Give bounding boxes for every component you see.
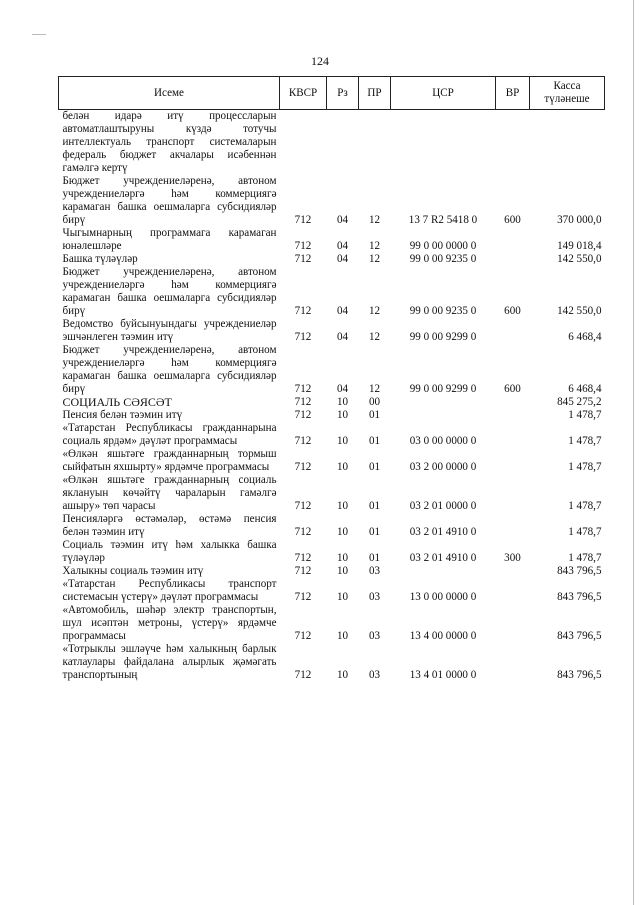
header-sum-line2: түләнеше bbox=[544, 93, 590, 105]
row-pr: 01 bbox=[368, 526, 381, 538]
row-sum: 843 796,5 bbox=[557, 669, 602, 681]
row-csr bbox=[391, 110, 496, 176]
row-kvsr: 712 bbox=[294, 500, 312, 512]
row-csr: 99 0 00 0000 0 bbox=[409, 240, 477, 252]
header-rz: Рз bbox=[327, 77, 359, 110]
row-kvsr: 712 bbox=[294, 565, 312, 577]
row-sum: 142 550,0 bbox=[557, 253, 602, 265]
row-sum: 1 478,7 bbox=[568, 435, 602, 447]
row-vr: 600 bbox=[504, 383, 521, 395]
row-vr bbox=[496, 227, 530, 253]
row-sum: 370 000,0 bbox=[557, 214, 602, 226]
row-name: Бюджет учреждениеләренә, автоном учреждениеләргә һәм коммерциягә карамаган башка оешмаларга субсидияләр бирү bbox=[62, 344, 277, 395]
row-name: Пенсия белән тәэмин итү bbox=[62, 409, 183, 421]
page-number: 124 bbox=[311, 54, 329, 68]
row-csr: 03 0 00 0000 0 bbox=[409, 435, 477, 447]
row-vr bbox=[496, 643, 530, 682]
row-csr: 03 2 01 4910 0 bbox=[409, 526, 477, 538]
table-row bbox=[59, 344, 605, 396]
row-rz: 04 bbox=[336, 253, 349, 265]
row-kvsr: 712 bbox=[294, 461, 312, 473]
row-kvsr: 712 bbox=[294, 591, 312, 603]
row-rz: 10 bbox=[336, 461, 349, 473]
row-rz: 10 bbox=[336, 552, 349, 564]
row-vr bbox=[496, 318, 530, 344]
row-csr bbox=[391, 396, 496, 409]
row-csr: 99 0 00 9235 0 bbox=[409, 253, 477, 265]
table-row bbox=[59, 474, 605, 513]
table-row bbox=[59, 604, 605, 643]
row-csr bbox=[391, 409, 496, 422]
row-rz: 10 bbox=[336, 591, 349, 603]
scan-edge bbox=[633, 0, 634, 905]
row-csr: 03 2 01 4910 0 bbox=[409, 552, 477, 564]
row-csr bbox=[391, 565, 496, 578]
row-rz: 10 bbox=[336, 500, 349, 512]
table-row bbox=[59, 318, 605, 344]
row-rz: 10 bbox=[336, 565, 349, 577]
row-sum: 1 478,7 bbox=[568, 409, 602, 421]
table-row bbox=[59, 513, 605, 539]
row-pr: 01 bbox=[368, 500, 381, 512]
row-csr: 99 0 00 9235 0 bbox=[409, 305, 477, 317]
row-kvsr: 712 bbox=[294, 331, 312, 343]
row-csr: 13 0 00 0000 0 bbox=[409, 591, 477, 603]
row-rz bbox=[327, 110, 359, 176]
row-vr bbox=[496, 409, 530, 422]
row-pr: 01 bbox=[368, 409, 381, 421]
row-name: Башка түләүләр bbox=[62, 253, 138, 265]
row-pr bbox=[359, 110, 391, 176]
row-name: Ведомство буйсынуындагы учреждениеләр эшчәнлеген тәэмин итү bbox=[62, 318, 277, 343]
row-kvsr: 712 bbox=[294, 383, 312, 395]
row-rz: 10 bbox=[336, 396, 349, 408]
row-csr: 03 2 00 0000 0 bbox=[409, 461, 477, 473]
row-pr: 00 bbox=[368, 396, 381, 408]
row-vr: 600 bbox=[504, 305, 521, 317]
row-name: Халыкны социаль тәэмин итү bbox=[62, 565, 204, 577]
row-pr: 03 bbox=[368, 591, 381, 603]
row-kvsr: 712 bbox=[294, 552, 312, 564]
row-kvsr: 712 bbox=[294, 305, 312, 317]
row-kvsr: 712 bbox=[294, 214, 312, 226]
table-row bbox=[59, 448, 605, 474]
table-row bbox=[59, 539, 605, 565]
row-rz: 10 bbox=[336, 526, 349, 538]
table-row bbox=[59, 227, 605, 253]
row-csr: 99 0 00 9299 0 bbox=[409, 383, 477, 395]
table-row bbox=[59, 578, 605, 604]
row-vr bbox=[496, 422, 530, 448]
row-csr: 13 4 00 0000 0 bbox=[409, 630, 477, 642]
row-pr: 03 bbox=[368, 630, 381, 642]
row-rz: 10 bbox=[336, 435, 349, 447]
row-sum: 843 796,5 bbox=[557, 591, 602, 603]
row-kvsr: 712 bbox=[294, 409, 312, 421]
row-rz: 04 bbox=[336, 383, 349, 395]
row-vr bbox=[496, 513, 530, 539]
table-row bbox=[59, 643, 605, 682]
row-vr bbox=[496, 578, 530, 604]
row-vr: 600 bbox=[504, 214, 521, 226]
header-vr: ВР bbox=[496, 77, 530, 110]
row-csr: 13 4 01 0000 0 bbox=[409, 669, 477, 681]
row-rz: 10 bbox=[336, 669, 349, 681]
row-pr: 12 bbox=[368, 214, 381, 226]
row-kvsr: 712 bbox=[294, 253, 312, 265]
row-name: «Тотрыклы эшләүче һәм халыкның барлык катлаулары файдалана алырлык җәмәгать транспортының bbox=[62, 643, 277, 681]
row-rz: 04 bbox=[336, 305, 349, 317]
row-rz: 10 bbox=[336, 630, 349, 642]
row-sum bbox=[530, 110, 605, 176]
table-row bbox=[59, 409, 605, 422]
row-vr bbox=[496, 474, 530, 513]
row-kvsr: 712 bbox=[294, 435, 312, 447]
table-row bbox=[59, 565, 605, 578]
row-pr: 03 bbox=[368, 669, 381, 681]
row-name: Чыгымнарның программага карамаган юнәлешләре bbox=[62, 227, 277, 252]
header-sum-line1: Касса bbox=[553, 80, 581, 92]
row-name: Социаль тәэмин итү һәм халыкка башка түләүләр bbox=[62, 539, 277, 564]
row-sum: 1 478,7 bbox=[568, 526, 602, 538]
row-kvsr: 712 bbox=[294, 396, 312, 408]
row-rz: 04 bbox=[336, 240, 349, 252]
row-vr bbox=[496, 604, 530, 643]
section-title: СОЦИАЛЬ СӘЯСӘТ bbox=[62, 395, 172, 409]
row-sum: 142 550,0 bbox=[557, 305, 602, 317]
table-header bbox=[59, 77, 605, 110]
row-vr bbox=[496, 448, 530, 474]
row-pr: 12 bbox=[368, 331, 381, 343]
table-row bbox=[59, 266, 605, 318]
row-csr: 03 2 01 0000 0 bbox=[409, 500, 477, 512]
header-kvsr: КВСР bbox=[280, 77, 327, 110]
row-kvsr: 712 bbox=[294, 240, 312, 252]
row-vr bbox=[496, 110, 530, 176]
row-pr: 01 bbox=[368, 461, 381, 473]
row-name: «Татарстан Республикасы гражданнарына социаль ярдәм» дәүләт программасы bbox=[62, 422, 277, 447]
row-name: «Өлкән яшьтәге гражданнарның социаль яклануын көчәйтү чараларын гамәлгә ашыру» төп чарасы bbox=[62, 474, 277, 512]
row-sum: 843 796,5 bbox=[557, 565, 602, 577]
table-row bbox=[59, 422, 605, 448]
table-row bbox=[59, 253, 605, 266]
row-sum: 1 478,7 bbox=[568, 500, 602, 512]
table-body bbox=[59, 110, 605, 683]
row-pr: 03 bbox=[368, 565, 381, 577]
row-rz: 04 bbox=[336, 331, 349, 343]
row-rz: 10 bbox=[336, 409, 349, 421]
row-sum: 1 478,7 bbox=[568, 552, 602, 564]
table-row bbox=[59, 175, 605, 227]
row-name: Бюджет учреждениеләренә, автоном учреждениеләргә һәм коммерциягә карамаган башка оешмаларга субсидияләр бирү bbox=[62, 266, 277, 317]
row-sum: 6 468,4 bbox=[568, 331, 602, 343]
row-name: белән идарә итү процессларын автоматлаштыруны күздә тотучы интеллектуаль транспорт системаларын федераль бюджет акчалары исәбеннән гамәлгә кертү bbox=[62, 110, 277, 174]
row-rz: 04 bbox=[336, 214, 349, 226]
header-sum bbox=[530, 77, 605, 110]
row-kvsr: 712 bbox=[294, 669, 312, 681]
table-row-section bbox=[59, 396, 605, 409]
row-sum: 845 275,2 bbox=[557, 396, 602, 408]
row-kvsr: 712 bbox=[294, 526, 312, 538]
row-kvsr bbox=[280, 110, 327, 176]
row-vr bbox=[496, 396, 530, 409]
row-name: Пенсияләргә өстәмәләр, өстәмә пенсия белән тәэмин итү bbox=[62, 513, 277, 538]
row-vr bbox=[496, 253, 530, 266]
row-name: «Өлкән яшьтәге гражданнарның тормыш сыйфатын яхшырту» ярдәмче программасы bbox=[62, 448, 277, 473]
row-sum: 1 478,7 bbox=[568, 461, 602, 473]
row-sum: 843 796,5 bbox=[557, 630, 602, 642]
row-name: «Автомобиль, шәһәр электр транспортын, шул исәптән метроны, үстерү» ярдәмче программасы bbox=[62, 604, 277, 642]
row-sum: 6 468,4 bbox=[568, 383, 602, 395]
row-pr: 01 bbox=[368, 552, 381, 564]
row-pr: 12 bbox=[368, 253, 381, 265]
row-name: «Татарстан Республикасы транспорт системасын үстерү» дәүләт программасы bbox=[62, 578, 277, 603]
budget-table bbox=[58, 76, 605, 682]
scan-mark bbox=[32, 34, 46, 35]
row-csr: 99 0 00 9299 0 bbox=[409, 331, 477, 343]
row-kvsr: 712 bbox=[294, 630, 312, 642]
row-pr: 12 bbox=[368, 240, 381, 252]
row-pr: 01 bbox=[368, 435, 381, 447]
row-csr: 13 7 R2 5418 0 bbox=[408, 214, 478, 226]
header-name: Исеме bbox=[59, 77, 280, 110]
row-pr: 12 bbox=[368, 305, 381, 317]
row-vr bbox=[496, 565, 530, 578]
row-sum: 149 018,4 bbox=[557, 240, 602, 252]
header-csr: ЦСР bbox=[391, 77, 496, 110]
row-name: Бюджет учреждениеләренә, автоном учреждениеләргә һәм коммерциягә карамаган башка оешмаларга субсидияләр бирү bbox=[62, 175, 277, 226]
row-vr: 300 bbox=[504, 552, 521, 564]
row-pr: 12 bbox=[368, 383, 381, 395]
table-row bbox=[59, 110, 605, 176]
header-pr: ПР bbox=[359, 77, 391, 110]
